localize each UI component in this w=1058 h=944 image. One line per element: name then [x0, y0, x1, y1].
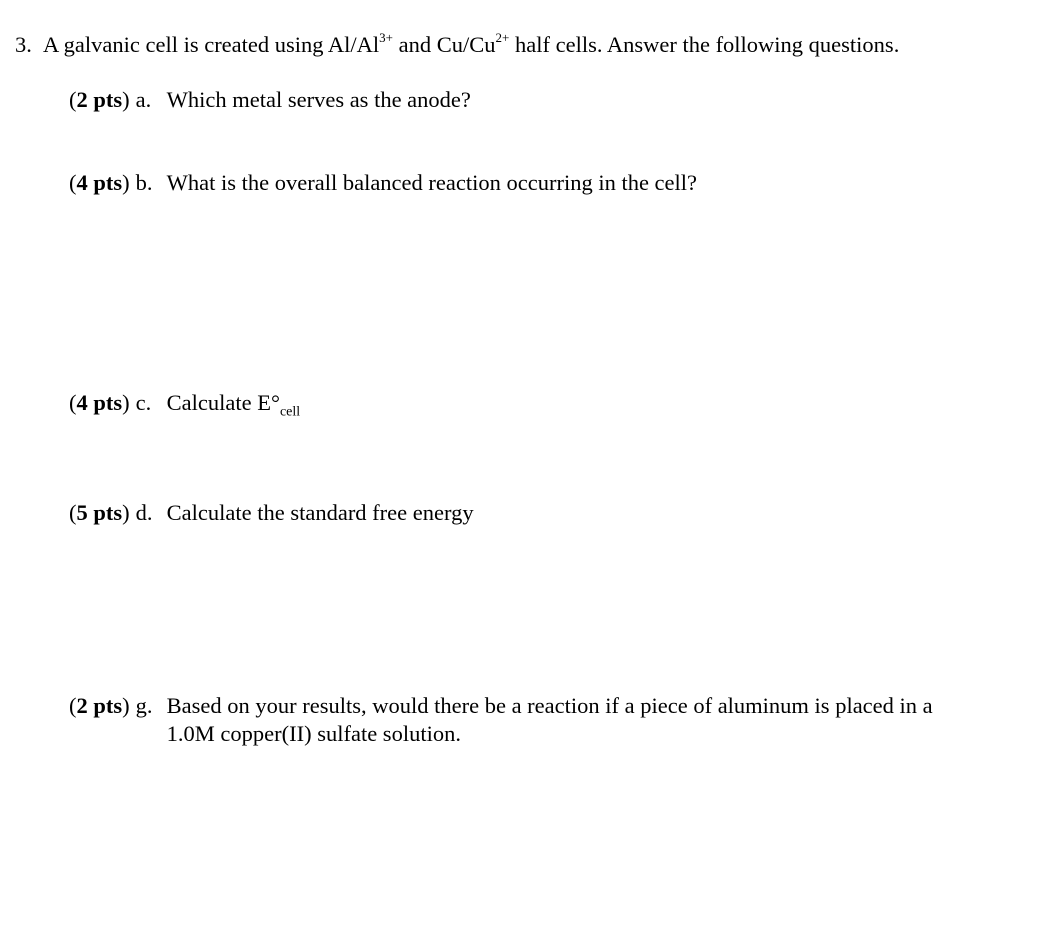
part-b: [69, 169, 697, 197]
part-c-main-text: Calculate E°: [166, 390, 280, 415]
question-intro-start: A galvanic cell is created using Al/Al: [43, 32, 380, 57]
part-c-subscript: cell: [279, 404, 301, 420]
part-c: [69, 389, 301, 420]
part-c-text: [166, 389, 301, 420]
part-c-points: (4 pts): [69, 390, 130, 415]
part-b-letter: b.: [135, 170, 153, 195]
part-c-letter: c.: [135, 390, 152, 415]
question-intro-mid: and Cu/Cu: [393, 32, 496, 57]
part-g: [69, 692, 997, 748]
part-b-text: What is the overall balanced reaction occurring in the cell?: [166, 170, 698, 195]
part-g-text-line2: 1.0M copper(II) sulfate solution.: [166, 721, 461, 746]
part-a-letter: a.: [135, 87, 152, 112]
al-charge: 3+: [379, 29, 394, 45]
part-g-letter: g.: [135, 693, 153, 718]
question-intro-end: half cells. Answer the following questions.: [509, 32, 900, 57]
part-d: [69, 499, 474, 527]
part-a-points: (2 pts): [69, 87, 130, 112]
part-g-text-line1: Based on your results, would there be a reaction if a piece of aluminum is placed in a: [166, 693, 933, 718]
part-a: [69, 86, 471, 114]
question-header: [15, 31, 899, 59]
part-d-points: (5 pts): [69, 500, 130, 525]
part-d-letter: d.: [135, 500, 153, 525]
part-d-text: Calculate the standard free energy: [166, 500, 474, 525]
part-g-points: (2 pts): [69, 693, 130, 718]
cu-charge: 2+: [495, 29, 510, 45]
question-number: 3.: [15, 32, 32, 57]
part-b-points: (4 pts): [69, 170, 130, 195]
part-a-text: Which metal serves as the anode?: [166, 87, 471, 112]
part-g-text: [167, 692, 997, 748]
